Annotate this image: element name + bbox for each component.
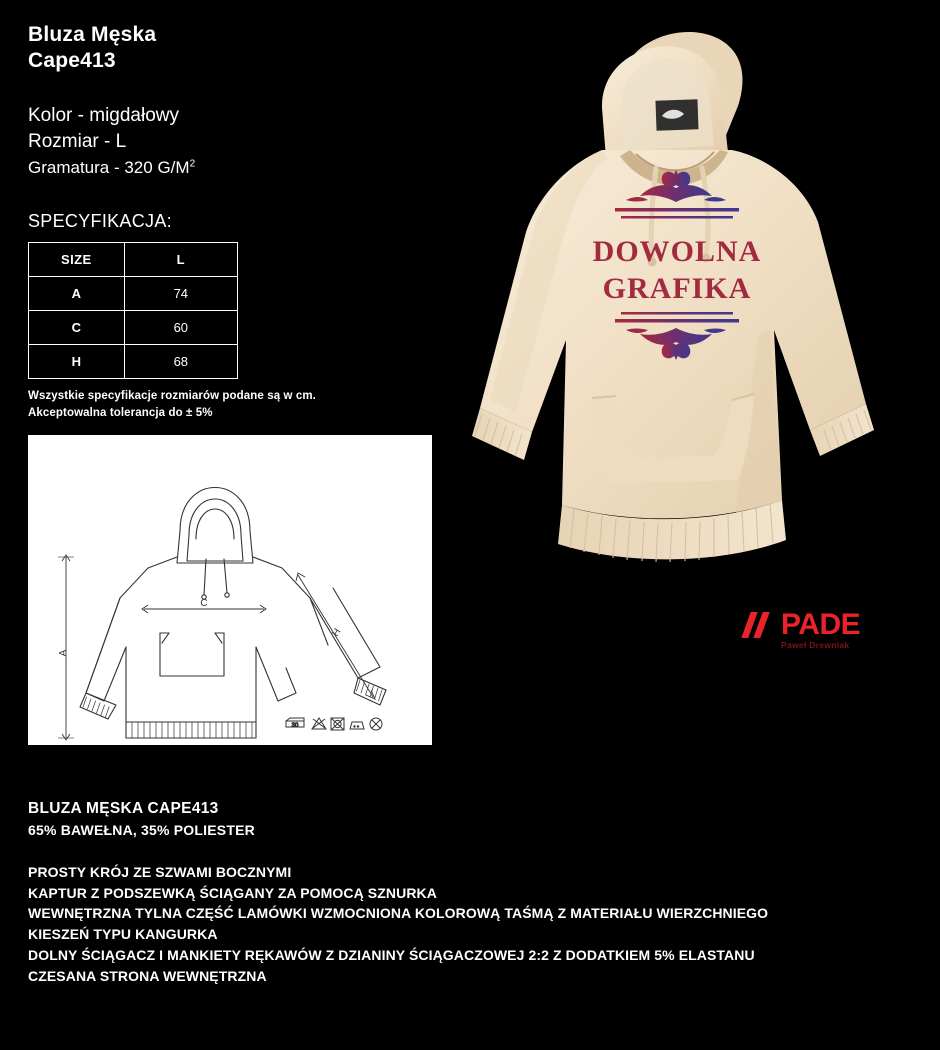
- description-feature-list: [28, 862, 928, 986]
- list-item: DOLNY ŚCIĄGACZ I MANKIETY RĘKAWÓW Z DZIANINY ŚCIĄGACZOWEJ 2:2 Z DODATKIEM 5% ELASTANU: [28, 946, 755, 963]
- table-row-value-h: 68: [124, 345, 237, 379]
- table-row: [29, 311, 238, 345]
- size-table: [28, 242, 238, 379]
- attribute-color: Kolor - migdałowy: [28, 105, 179, 127]
- brand-logo-row: [744, 608, 894, 641]
- svg-text:GRAFIKA: GRAFIKA: [602, 272, 752, 305]
- attribute-size: Rozmiar - L: [28, 131, 127, 153]
- brand-subtitle: Paweł Drewniak: [781, 640, 850, 650]
- table-row-label-h: H: [29, 345, 125, 379]
- list-item: KAPTUR Z PODSZEWKĄ ŚCIĄGANY ZA POMOCĄ SZNURKA: [28, 884, 437, 901]
- table-header-row: [29, 243, 238, 277]
- description-title: BLUZA MĘSKA CAPE413: [28, 800, 219, 817]
- table-row: [29, 345, 238, 379]
- table-row-value-c: 60: [124, 311, 237, 345]
- table-header-size: SIZE: [29, 243, 125, 277]
- size-table-note-line-2: Akceptowalna tolerancja do ± 5%: [28, 406, 213, 419]
- description-block: [28, 800, 928, 986]
- attribute-weight: [28, 156, 498, 179]
- size-table-note: [28, 388, 428, 421]
- svg-text:H: H: [330, 627, 344, 640]
- specification-heading: SPECYFIKACJA:: [28, 211, 172, 232]
- table-row-label-a: A: [29, 277, 125, 311]
- list-item: CZESANA STRONA WEWNĘTRZNA: [28, 967, 267, 984]
- list-item: PROSTY KRÓJ ZE SZWAMI BOCZNYMI: [28, 864, 292, 880]
- attribute-weight-text: Gramatura - 320 G/M: [28, 157, 190, 177]
- table-row-label-c: C: [29, 311, 125, 345]
- product-title-line-1: Bluza Męska: [28, 23, 157, 46]
- table-row-value-a: 74: [124, 277, 237, 311]
- product-photo: [470, 0, 940, 600]
- attribute-weight-superscript: 2: [189, 158, 196, 169]
- table-header-l: L: [124, 243, 237, 277]
- svg-text:30: 30: [291, 723, 299, 730]
- svg-text:A: A: [58, 650, 69, 657]
- table-row: [29, 277, 238, 311]
- description-material: 65% BAWEŁNA, 35% POLIESTER: [28, 822, 255, 838]
- technical-drawing: [28, 435, 432, 745]
- list-item: KIESZEŃ TYPU KANGURKA: [28, 926, 218, 943]
- list-item: WEWNĘTRZNA TYLNA CZĘŚĆ LAMÓWKI WZMOCNIONA KOLOROWĄ TAŚMĄ Z MATERIAŁU WIERZCHNIEGO: [28, 905, 769, 922]
- product-attributes: [28, 103, 498, 179]
- brand-name: PADE: [781, 608, 861, 641]
- svg-text:DOWOLNA: DOWOLNA: [592, 235, 762, 268]
- double-slash-icon: [744, 612, 778, 638]
- product-title: [28, 22, 498, 73]
- size-table-note-line-1: Wszystkie specyfikacje rozmiarów podane są w cm.: [28, 390, 316, 403]
- svg-text:C: C: [200, 598, 208, 610]
- product-title-line-2: Cape413: [28, 48, 116, 72]
- brand-logo: [744, 608, 894, 662]
- left-column: [28, 22, 498, 745]
